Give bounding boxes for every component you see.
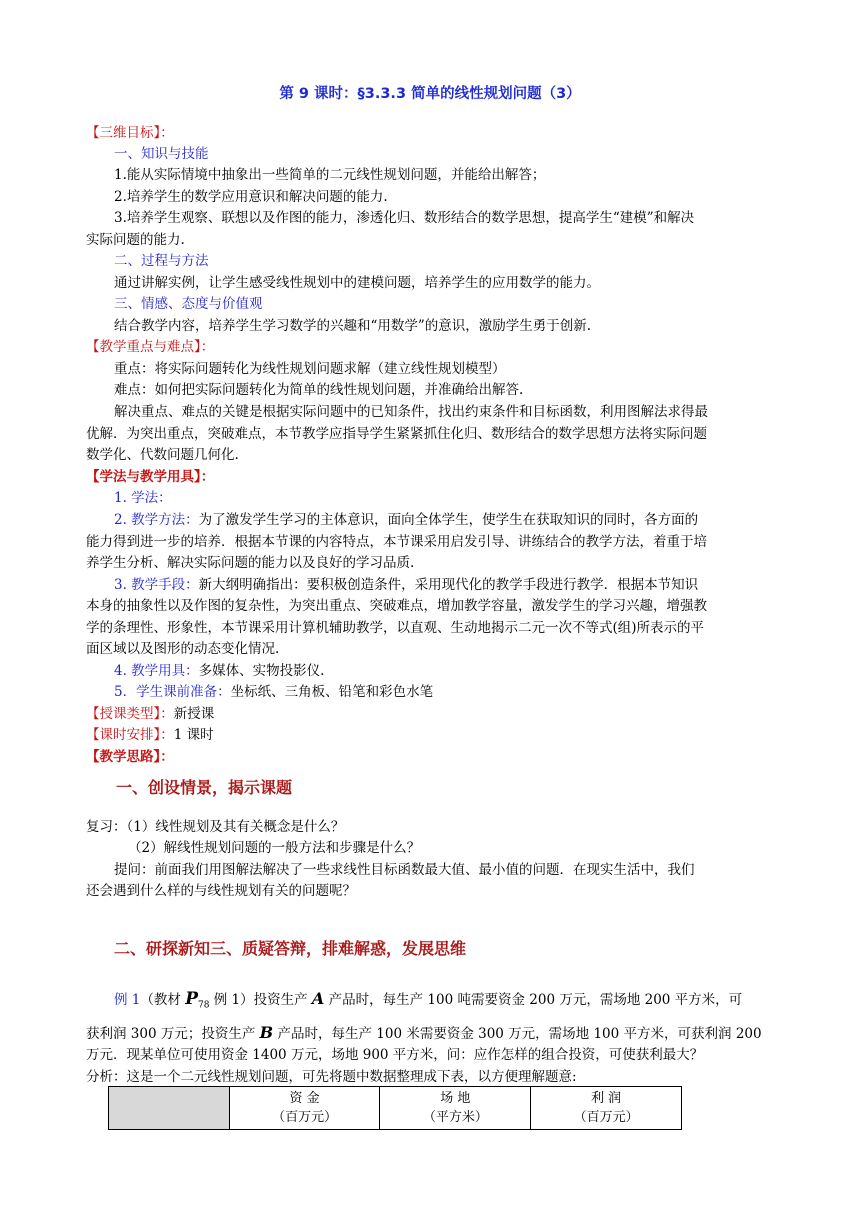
process-text: 通过讲解实例，让学生感受线性规划中的建模问题，培养学生的应用数学的能力。: [114, 275, 600, 291]
teaching-method-line-2: 能力得到进一步的培养．根据本节课的内容特点，本节课采用启发引导、讲练结合的教学方法，着重于培: [86, 534, 707, 550]
lesson-type-label: 【授课类型】：: [86, 706, 174, 722]
student-prep-text: 坐标纸、三角板、铅笔和彩色水笔: [230, 684, 434, 700]
teaching-method-line-3: 养学生分析、解决实际问题的能力以及良好的学习品质.: [86, 555, 415, 571]
emotion-heading: 三、情感、态度与价值观: [114, 296, 263, 312]
teaching-means-line-3: 学的条理性、形象性，本节课采用计算机辅助教学，以直观、生动地揭示二元一次不等式(组)所表示的平: [86, 620, 705, 636]
example-text-2a: 获利润 300 万元；投资生产: [86, 1026, 260, 1042]
question-line-2: 还会遇到什么样的与线性规划有关的问题呢？: [86, 883, 356, 899]
objectives-label: 【三维目标】：: [86, 125, 174, 141]
teaching-means-line-2: 本身的抽象性以及作图的复杂性，为突出重点、突破难点，增加教学容量，激发学生的学习兴趣，增强教: [86, 598, 707, 614]
table-header-profit: [531, 1087, 682, 1130]
product-a-symbol: A: [311, 989, 325, 1008]
objective-item-3-cont: 实际问题的能力.: [86, 232, 185, 248]
product-b-symbol: B: [259, 1023, 274, 1042]
section-2-heading: 二、研探新知三、质疑答辩，排难解惑，发展思维: [114, 939, 467, 958]
funds-header-top: 资 金: [289, 1091, 320, 1106]
question-line-1: 提问：前面我们用图解法解决了一些求线性目标函数最大值、最小值的问题．在现实生活中，我们: [114, 862, 695, 878]
table-header-funds: [229, 1087, 380, 1130]
profit-header-unit: （百万元）: [573, 1110, 639, 1125]
teaching-idea-label: 【教学思路】：: [86, 749, 174, 765]
student-prep-label: 5．学生课前准备：: [114, 684, 231, 700]
profit-header-top: 利 润: [591, 1091, 622, 1106]
teaching-method-line-1: [114, 511, 698, 529]
example-text-a: （教材: [140, 992, 186, 1008]
teaching-means-text: 新大纲明确指出：要积极创造条件，采用现代化的教学手段进行教学．根据本节知识: [198, 577, 699, 593]
review-1: 复习：（1）线性规划及其有关概念是什么？: [86, 819, 345, 835]
solution-line-3: 数学化、代数问题几何化.: [86, 447, 239, 463]
methods-label: 【学法与教学用具】：: [86, 469, 215, 485]
keypoints-label: 【教学重点与难点】：: [86, 339, 215, 355]
study-method-label: 1. 学法：: [114, 490, 172, 506]
process-method-heading: 二、过程与方法: [114, 253, 209, 269]
lesson-type-value: 新授课: [173, 706, 215, 722]
difficult-point: 难点：如何把实际问题转化为简单的线性规划问题，并准确给出解答.: [114, 382, 524, 398]
textbook-page-symbol: P: [185, 989, 198, 1009]
teaching-means-line-4: 面区域以及图形的动态变化情况.: [86, 641, 280, 657]
key-point: 重点：将实际问题转化为线性规划问题求解（建立线性规划模型）: [114, 361, 506, 377]
student-prep-line: [114, 683, 433, 701]
solution-line-1: 解决重点、难点的关键是根据实际问题中的已知条件，找出约束条件和目标函数，利用图解法求得最: [114, 404, 708, 420]
site-header-top: 场 地: [440, 1091, 471, 1106]
teaching-means-label: 3. 教学手段：: [114, 577, 199, 593]
teaching-tools-line: [114, 662, 324, 680]
lesson-type-line: [86, 705, 214, 723]
teaching-method-text: 为了激发学生学习的主体意识，面向全体学生，使学生在获取知识的同时，各方面的: [198, 512, 699, 528]
solution-line-2: 优解．为突出重点，突破难点，本节教学应指导学生紧紧抓住化归、数形结合的数学思想方法将实际问题: [86, 426, 707, 442]
teaching-means-line-1: [114, 576, 698, 594]
knowledge-skills-heading: 一、知识与技能: [114, 146, 209, 162]
lesson-title: 第 9 课时：§3.3.3 简单的线性规划问题（3）: [279, 86, 581, 102]
example-label: 例 1: [114, 992, 141, 1008]
teaching-tools-label: 4. 教学用具：: [114, 663, 199, 679]
review-2: （2）解线性规划问题的一般方法和步骤是什么？: [128, 840, 421, 856]
emotion-text: 结合教学内容，培养学生学习数学的兴趣和“用数学”的意识，激励学生勇于创新.: [114, 318, 592, 334]
section-1-heading: 一、创设情景，揭示课题: [116, 778, 293, 797]
teaching-tools-text: 多媒体、实物投影仪.: [198, 663, 325, 679]
objective-item-2: 2.培养学生的数学应用意识和解决问题的能力.: [114, 189, 388, 205]
example-text-c: 产品时，每生产 100 吨需要资金 200 万元，需场地 200 平方米，可: [324, 992, 743, 1008]
objective-item-3: 3.培养学生观察、联想以及作图的能力，渗透化归、数形结合的数学思想，提高学生“建模”和解决: [114, 210, 695, 226]
example-line-2: [86, 1022, 762, 1045]
table-corner-cell: [109, 1087, 230, 1130]
schedule-line: [86, 726, 214, 744]
funds-header-unit: （百万元）: [272, 1110, 338, 1125]
example-text-2b: 产品时，每生产 100 米需要资金 300 万元，需场地 100 平方米，可获利润 200: [273, 1026, 762, 1042]
example-text-b: 例 1）投资生产: [209, 992, 312, 1008]
textbook-page-number: 78: [197, 1000, 210, 1011]
teaching-method-label: 2. 教学方法：: [114, 512, 199, 528]
schedule-label: 【课时安排】：: [86, 727, 174, 743]
site-header-unit: （平方米）: [422, 1110, 488, 1125]
data-table: [108, 1086, 682, 1130]
table-header-row: [109, 1087, 682, 1130]
schedule-value: 1 课时: [173, 727, 214, 743]
example-line-1: [114, 988, 742, 1017]
analysis-line: 分析：这是一个二元线性规划问题，可先将题中数据整理成下表，以方便理解题意:: [86, 1069, 577, 1085]
table-header-site: [380, 1087, 531, 1130]
objective-item-1: 1.能从实际情境中抽象出一些简单的二元线性规划问题，并能给出解答；: [114, 167, 546, 183]
example-line-3: 万元．现某单位可使用资金 1400 万元，场地 900 平方米，问：应作怎样的组合投资，可使获利最大？: [86, 1047, 704, 1063]
